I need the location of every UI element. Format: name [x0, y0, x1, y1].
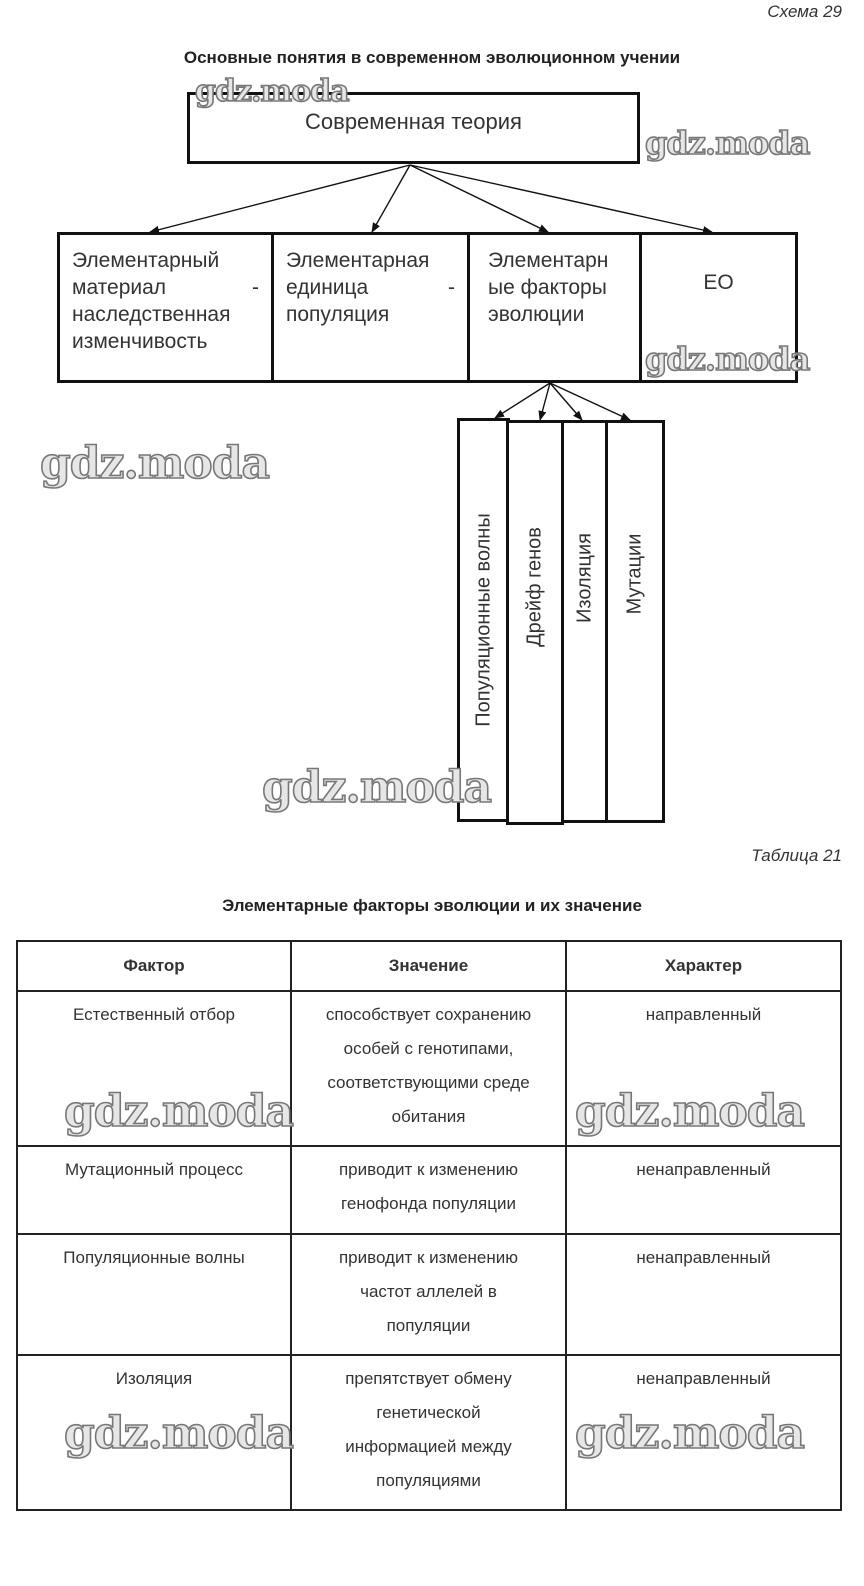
cell-meaning-line: приводит к изменению: [338, 1248, 519, 1267]
arrow-to-eo: [410, 165, 712, 232]
category-factors: [467, 232, 643, 383]
scheme-title: Основные понятия в современном эволюционном учении: [183, 48, 681, 67]
watermark: gdz.moda: [645, 340, 810, 378]
cell-meaning-line: обитания: [391, 1107, 466, 1126]
factor-isolation: [561, 420, 608, 823]
cell-character: ненаправленный: [566, 1146, 841, 1234]
cell-character: ненаправленный: [566, 1355, 841, 1510]
cell-factor: Изоляция: [17, 1355, 291, 1510]
cell-meaning-line: популяции: [386, 1316, 471, 1335]
cell-character: направленный: [566, 991, 841, 1146]
category-material-line4: изменчивость: [72, 330, 208, 353]
cell-meaning-line: популяциями: [376, 1471, 481, 1490]
category-factors-line2: ые факторы: [488, 276, 607, 299]
table-row: [17, 1234, 841, 1355]
watermark: gdz.moda: [575, 1086, 805, 1137]
cell-factor: Естественный отбор: [17, 991, 291, 1146]
cell-meaning-line: генофонда популяции: [341, 1194, 516, 1213]
category-material-line3: наследственная: [72, 303, 231, 326]
cell-meaning-line: препятствует обмену: [345, 1369, 512, 1388]
category-unit-dash: -: [448, 276, 455, 299]
factor-waves-label: Популяционные волны: [472, 513, 494, 727]
arrow-to-factors: [410, 165, 548, 232]
category-unit-line3: популяция: [286, 303, 390, 326]
factor-drift-label: Дрейф генов: [523, 526, 546, 647]
table-caption: Таблица 21: [751, 846, 842, 865]
cell-meaning-line: информацией между: [345, 1437, 512, 1456]
category-unit: [271, 232, 470, 383]
category-factors-line1: Элементарн: [488, 249, 609, 272]
cell-meaning-line: соответствующими среде: [327, 1073, 530, 1092]
category-unit-line2: единица: [286, 276, 369, 299]
category-factors-line3: эволюции: [488, 303, 585, 326]
watermark: gdz.moda: [262, 762, 492, 813]
root-label: Современная теория: [305, 109, 522, 134]
factor-mutations-label: Мутации: [623, 533, 646, 615]
cell-meaning: [291, 1234, 566, 1355]
watermark: gdz.moda: [64, 1408, 294, 1459]
category-material-dash: -: [252, 276, 259, 299]
cell-meaning-line: особей с генотипами,: [343, 1039, 514, 1058]
cell-factor: Мутационный процесс: [17, 1146, 291, 1234]
arrow-to-mutations: [550, 383, 630, 420]
cell-meaning-line: способствует сохранению: [325, 1005, 532, 1024]
watermark: gdz.moda: [645, 124, 810, 162]
factor-isolation-label: Изоляция: [573, 532, 595, 623]
category-unit-line1: Элементарная: [286, 249, 430, 272]
category-material-line1: Элементарный: [72, 249, 220, 272]
cell-meaning-line: генетической: [376, 1403, 481, 1422]
cell-meaning: [291, 1355, 566, 1510]
factor-mutations: [605, 420, 665, 823]
watermark: gdz.moda: [195, 74, 349, 109]
scheme-caption: Схема 29: [767, 2, 842, 21]
category-material: [57, 232, 274, 383]
table-row: [17, 1146, 841, 1234]
factor-drift: [506, 420, 564, 825]
table-title: Элементарные факторы эволюции и их значение: [222, 896, 642, 915]
category-material-line2: материал: [72, 276, 167, 299]
header-factor: Фактор: [17, 941, 291, 991]
cell-meaning-line: приводит к изменению: [338, 1160, 519, 1179]
arrow-to-isolation: [550, 383, 582, 420]
header-meaning: Значение: [291, 941, 566, 991]
arrow-to-material: [150, 165, 410, 232]
cell-meaning: [291, 991, 566, 1146]
cell-meaning: [291, 1146, 566, 1234]
header-character: Характер: [566, 941, 841, 991]
cell-character: ненаправленный: [566, 1234, 841, 1355]
cell-meaning-line: частот аллелей в: [360, 1282, 497, 1301]
watermark: gdz.moda: [575, 1408, 805, 1459]
category-eo-label: ЕО: [703, 271, 734, 294]
watermark: gdz.moda: [40, 438, 270, 489]
arrow-to-unit: [372, 165, 410, 232]
cell-factor: Популяционные волны: [17, 1234, 291, 1355]
watermark: gdz.moda: [64, 1086, 294, 1137]
table-header-row: [17, 941, 841, 991]
